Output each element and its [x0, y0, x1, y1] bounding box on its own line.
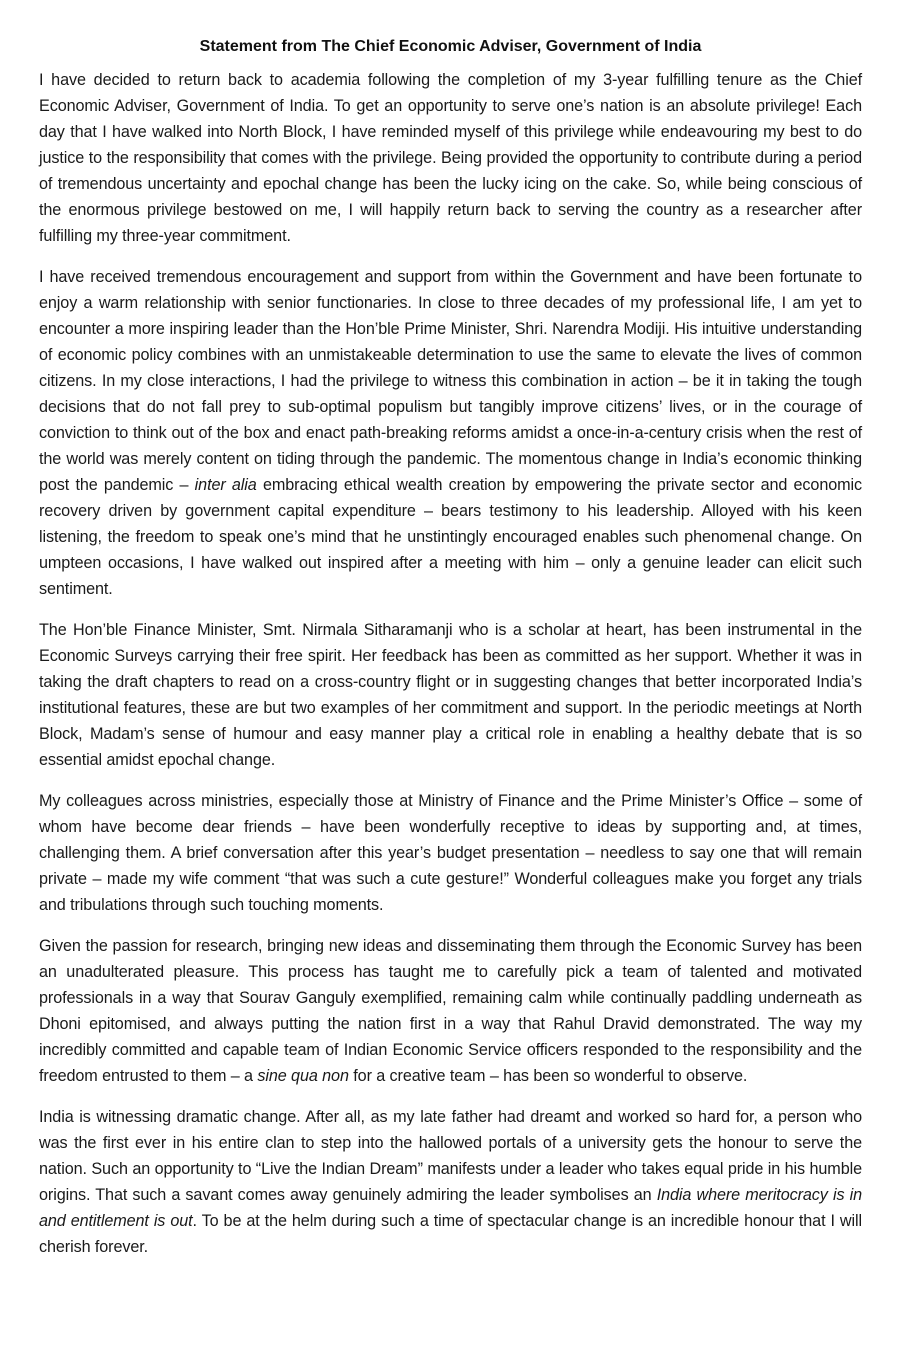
paragraph	[39, 933, 862, 1089]
paragraph-text: embracing ethical wealth creation by empowering the private sector and economic recovery driven by government capital expenditure – bears testimony to his leadership. Alloyed with his keen listening, the freedom to speak one’s mind that he unstintingly encouraged enables such phenomenal change. On umpteen occasions, I have walked out inspired after a meeting with him – only a genuine leader can elicit such sentiment.	[39, 476, 862, 598]
paragraph-text: My colleagues across ministries, especially those at Ministry of Finance and the Prime Minister’s Office – some of whom have become dear friends – have been wonderfully receptive to ideas by supporting and, at times, challenging them. A brief conversation after this year’s budget presentation – needless to say one that will remain private – made my wife comment “that was such a cute gesture!” Wonderful colleagues make you forget any trials and tribulations through such touching moments.	[39, 792, 862, 914]
paragraph-text: The Hon’ble Finance Minister, Smt. Nirmala Sitharamanji who is a scholar at heart, has been instrumental in the Economic Surveys carrying their free spirit. Her feedback has been as committed as her support. Whether it was in taking the draft chapters to read on a cross-country flight or in suggesting changes that better incorporated India’s institutional features, these are but two examples of her commitment and support. In the periodic meetings at North Block, Madam’s sense of humour and easy manner play a critical role in enabling a healthy debate that is so essential amidst epochal change.	[39, 621, 862, 769]
paragraph	[39, 1104, 862, 1260]
statement-document	[39, 36, 862, 1275]
paragraph-text: Given the passion for research, bringing new ideas and disseminating them through the Economic Survey has been an unadulterated pleasure. This process has taught me to carefully pick a team of talented and motivated professionals in a way that Sourav Ganguly exemplified, remaining calm while continually paddling underneath as Dhoni epitomised, and always putting the nation first in a way that Rahul Dravid demonstrated. The way my incredibly committed and capable team of Indian Economic Service officers responded to the responsibility and the freedom entrusted to them – a	[39, 937, 862, 1085]
paragraph-text: I have decided to return back to academia following the completion of my 3-year fulfilling tenure as the Chief Economic Adviser, Government of India. To get an opportunity to serve one’s nation is an absolute privilege! Each day that I have walked into North Block, I have reminded myself of this privilege while endeavouring my best to do justice to the responsibility that comes with the privilege. Being provided the opportunity to contribute during a period of tremendous uncertainty and epochal change has been the lucky icing on the cake. So, while being conscious of the enormous privilege bestowed on me, I will happily return back to serving the country as a researcher after fulfilling my three-year commitment.	[39, 71, 862, 245]
paragraph	[39, 264, 862, 602]
paragraph-italic-text: India where meritocracy is in and entitlement is out	[39, 1186, 862, 1230]
document-title: Statement from The Chief Economic Adviser, Government of India	[199, 38, 702, 55]
paragraph-text: for a creative team – has been so wonderful to observe.	[348, 1067, 748, 1085]
paragraph-text: . To be at the helm during such a time of spectacular change is an incredible honour that I will cherish forever.	[39, 1212, 862, 1256]
paragraph-italic-text: inter alia	[194, 476, 257, 494]
paragraph	[39, 788, 862, 918]
paragraph-text: India is witnessing dramatic change. After all, as my late father had dreamt and worked so hard for, a person who was the first ever in his entire clan to step into the hallowed portals of a university gets the honour to serve the nation. Such an opportunity to “Live the Indian Dream” manifests under a leader who takes equal pride in his humble origins. That such a savant comes away genuinely admiring the leader symbolises an	[39, 1108, 862, 1204]
paragraph-text: I have received tremendous encouragement and support from within the Government and have been fortunate to enjoy a warm relationship with senior functionaries. In close to three decades of my professional life, I am yet to encounter a more inspiring leader than the Hon’ble Prime Minister, Shri. Narendra Modiji. His intuitive understanding of economic policy combines with an unmistakeable determination to use the same to elevate the lives of common citizens. In my close interactions, I had the privilege to witness this combination in action – be it in taking the tough decisions that do not fall prey to sub-optimal populism but tangibly improve citizens’ lives, or in the courage of conviction to think out of the box and enact path-breaking reforms amidst a once-in-a-century crisis when the rest of the world was merely content on tiding through the pandemic. The momentous change in India’s economic thinking post the pandemic –	[39, 268, 862, 494]
paragraph	[39, 617, 862, 773]
document-body	[39, 67, 862, 1260]
paragraph	[39, 67, 862, 249]
paragraph-italic-text: sine qua non	[257, 1067, 349, 1085]
